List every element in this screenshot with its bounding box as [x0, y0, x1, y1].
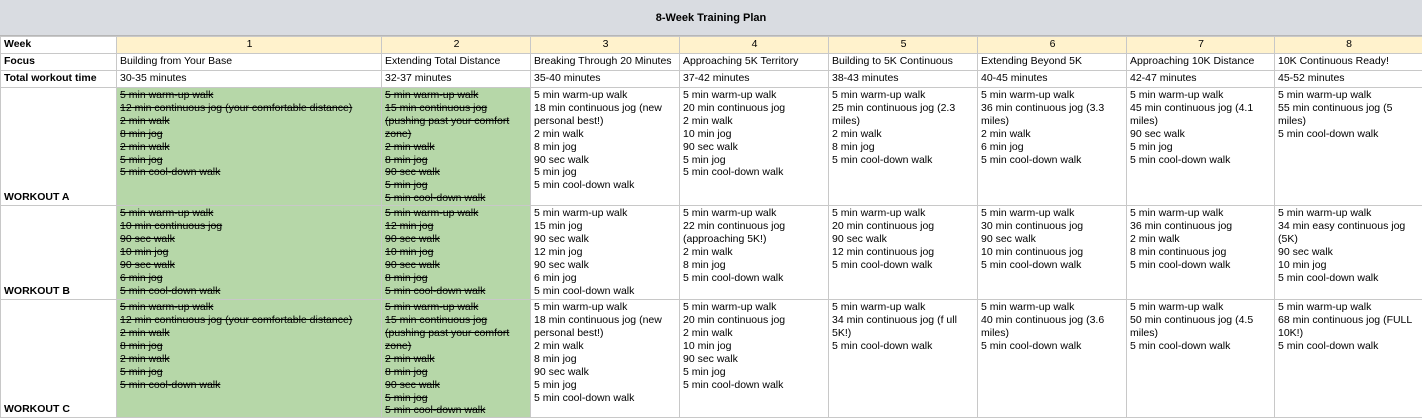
workout-step: 18 min continuous jog (new personal best!) [534, 101, 662, 127]
workout-step: 5 min cool-down walk [534, 391, 635, 404]
workout-step: 5 min cool-down walk [832, 258, 933, 271]
week-7-header[interactable]: 7 [1127, 37, 1275, 54]
workout-step: 5 min warm-up walk [981, 207, 1075, 220]
workout-step: 5 min cool-down walk [1278, 271, 1379, 284]
workout-step: 15 min continuous jog (pushing past your comfort zone) [385, 314, 510, 352]
workout-step: 5 min warm-up walk [1130, 89, 1224, 101]
workout-step: 6 min jog [120, 271, 163, 284]
workout-step: 90 sec walk [534, 232, 589, 245]
workout-step: 15 min jog [534, 220, 583, 233]
workout-step: 5 min cool-down walk [683, 378, 784, 391]
workout-step: 5 min warm-up walk [120, 89, 214, 101]
workout-step: 2 min walk [120, 114, 170, 127]
workout-step: 2 min walk [120, 326, 170, 339]
sheet-title[interactable]: 8-Week Training Plan [0, 0, 1422, 36]
week-1-time-cell[interactable]: 30-35 minutes [117, 71, 382, 88]
workout-step: 68 min continuous jog (FULL 10K!) [1278, 314, 1412, 339]
workout-step: 5 min cool-down walk [683, 271, 784, 284]
week-7-workout-a-cell[interactable] [1127, 88, 1275, 206]
week-6-workout-c-cell[interactable] [978, 300, 1127, 418]
workout-step: 2 min walk [385, 352, 435, 365]
workout-step: 5 min warm-up walk [1278, 301, 1372, 314]
workout-step: 5 min jog [534, 166, 577, 179]
workout-step: 5 min jog [683, 153, 726, 166]
row-label-time[interactable]: Total workout time [1, 71, 117, 88]
workout-step: 18 min continuous jog (new personal best!) [534, 314, 662, 339]
workout-step: 90 sec walk [683, 140, 738, 153]
week-8-workout-a-cell[interactable] [1275, 88, 1422, 206]
workout-step: 5 min cool-down walk [534, 284, 635, 297]
workout-step: 90 sec walk [534, 258, 589, 271]
workout-step: 8 min jog [832, 140, 875, 153]
week-6-header[interactable]: 6 [978, 37, 1127, 54]
workout-step: 10 min jog [385, 245, 434, 258]
row-label-workout-a[interactable]: WORKOUT A [1, 88, 117, 206]
workout-step: 12 min continuous jog (your comfortable distance) [120, 314, 353, 327]
workout-step: 10 min jog [120, 245, 169, 258]
row-label-week[interactable]: Week [1, 37, 117, 54]
week-1-workout-a-cell[interactable] [117, 88, 382, 206]
workout-step: 5 min jog [120, 153, 163, 166]
workout-step: 20 min continuous jog [683, 314, 786, 327]
workout-step: 10 min jog [683, 127, 732, 140]
workout-step: 5 min cool-down walk [1130, 258, 1231, 271]
week-5-workout-a-cell[interactable] [829, 88, 978, 206]
workout-step: 36 min continuous jog [1130, 220, 1233, 233]
workout-step: 5 min warm-up walk [1130, 301, 1224, 314]
week-2-workout-b-cell[interactable] [382, 206, 531, 300]
week-1-focus-cell[interactable]: Building from Your Base [117, 54, 382, 71]
workout-step: 8 min jog [120, 127, 163, 140]
workout-step: 50 min continuous jog (4.5 miles) [1130, 314, 1254, 339]
week-3-header[interactable]: 3 [531, 37, 680, 54]
week-2-header[interactable]: 2 [382, 37, 531, 54]
workout-step: 90 sec walk [534, 153, 589, 166]
workout-step: 20 min continuous jog [683, 101, 786, 114]
workout-step: 5 min cool-down walk [683, 166, 784, 179]
workout-step: 90 sec walk [120, 232, 175, 245]
workout-step: 2 min walk [534, 127, 584, 140]
workout-step: 5 min cool-down walk [120, 378, 221, 391]
workout-step: 25 min continuous jog (2.3 miles) [832, 101, 956, 127]
workout-step: 5 min warm-up walk [683, 207, 777, 220]
workout-step: 5 min warm-up walk [1130, 207, 1224, 220]
workout-step: 90 sec walk [683, 352, 738, 365]
workout-step: 2 min walk [981, 127, 1031, 140]
workout-step: 12 min continuous jog (your comfortable distance) [120, 101, 353, 114]
workout-c-row [1, 300, 1422, 418]
workout-step: 5 min warm-up walk [981, 301, 1075, 314]
week-3-workout-c-cell[interactable] [531, 300, 680, 418]
workout-step: 5 min warm-up walk [534, 89, 628, 101]
time-row [1, 71, 1422, 88]
workout-step: 5 min cool-down walk [832, 339, 933, 352]
workout-step: 5 min warm-up walk [534, 207, 628, 220]
workout-step: 5 min cool-down walk [981, 153, 1082, 166]
focus-row [1, 54, 1422, 71]
workout-step: 8 min continuous jog [1130, 245, 1227, 258]
workout-step: 5 min warm-up walk [683, 89, 777, 101]
workout-step: 5 min cool-down walk [1278, 339, 1379, 352]
workout-step: 5 min jog [534, 378, 577, 391]
workout-step: 40 min continuous jog (3.6 miles) [981, 314, 1105, 339]
workout-step: 12 min continuous jog [832, 245, 935, 258]
week-2-workout-a-cell[interactable] [382, 88, 531, 206]
workout-step: 20 min continuous jog [832, 220, 935, 233]
week-3-workout-b-cell[interactable] [531, 206, 680, 300]
week-4-time-cell[interactable]: 37-42 minutes [680, 71, 829, 88]
workout-step: 8 min jog [120, 339, 163, 352]
workout-step: 5 min warm-up walk [981, 89, 1075, 101]
workout-step: 5 min cool-down walk [120, 166, 221, 179]
week-1-header[interactable]: 1 [117, 37, 382, 54]
week-5-focus-cell[interactable]: Building to 5K Continuous [829, 54, 978, 71]
workout-step: 8 min jog [385, 271, 428, 284]
workout-step: 15 min continuous jog (pushing past your comfort zone) [385, 101, 510, 140]
week-4-focus-cell[interactable]: Approaching 5K Territory [680, 54, 829, 71]
week-5-workout-c-cell[interactable] [829, 300, 978, 418]
workout-step: 5 min cool-down walk [385, 404, 486, 417]
workout-step: 10 min continuous jog [981, 245, 1084, 258]
workout-step: 5 min cool-down walk [1130, 153, 1231, 166]
workout-step: 45 min continuous jog (4.1 miles) [1130, 101, 1254, 127]
workout-step: 2 min walk [683, 114, 733, 127]
workout-step: 5 min cool-down walk [1278, 127, 1379, 140]
week-3-time-cell[interactable]: 35-40 minutes [531, 71, 680, 88]
workout-step: 90 sec walk [385, 166, 440, 179]
week-5-time-cell[interactable]: 38-43 minutes [829, 71, 978, 88]
week-5-header[interactable]: 5 [829, 37, 978, 54]
workout-step: 5 min warm-up walk [385, 301, 479, 314]
week-3-workout-a-cell[interactable] [531, 88, 680, 206]
workout-step: 5 min warm-up walk [385, 207, 479, 220]
week-6-workout-b-cell[interactable] [978, 206, 1127, 300]
workout-step: 5 min cool-down walk [120, 284, 221, 297]
workout-a-row [1, 88, 1422, 206]
workout-step: 22 min continuous jog (approaching 5K!) [683, 220, 786, 245]
workout-step: 5 min cool-down walk [981, 258, 1082, 271]
workout-step: 8 min jog [683, 258, 726, 271]
week-5-workout-b-cell[interactable] [829, 206, 978, 300]
week-6-time-cell[interactable]: 40-45 minutes [978, 71, 1127, 88]
workout-step: 5 min cool-down walk [832, 153, 933, 166]
workout-step: 5 min warm-up walk [534, 301, 628, 314]
row-label-focus[interactable]: Focus [1, 54, 117, 71]
week-4-workout-b-cell[interactable] [680, 206, 829, 300]
workout-step: 36 min continuous jog (3.3 miles) [981, 101, 1105, 127]
workout-step: 5 min warm-up walk [120, 301, 214, 314]
workout-step: 2 min walk [534, 339, 584, 352]
week-8-focus-cell[interactable]: 10K Continuous Ready! [1275, 54, 1422, 71]
week-7-workout-c-cell[interactable] [1127, 300, 1275, 418]
workout-step: 10 min jog [683, 339, 732, 352]
workout-step: 10 min jog [1278, 258, 1327, 271]
workout-step: 55 min continuous jog (5 miles) [1278, 101, 1393, 127]
workout-step: 5 min jog [120, 365, 163, 378]
week-8-workout-b-cell[interactable] [1275, 206, 1422, 300]
workout-step: 5 min jog [1130, 140, 1173, 153]
workout-step: 2 min walk [120, 140, 170, 153]
week-6-workout-a-cell[interactable] [978, 88, 1127, 206]
workout-b-row [1, 206, 1422, 300]
workout-step: 5 min warm-up walk [120, 207, 214, 220]
week-2-time-cell[interactable]: 32-37 minutes [382, 71, 531, 88]
week-7-time-cell[interactable]: 42-47 minutes [1127, 71, 1275, 88]
workout-step: 2 min walk [832, 127, 882, 140]
workout-step: 5 min cool-down walk [385, 192, 486, 205]
workout-step: 12 min jog [534, 245, 583, 258]
week-4-header[interactable]: 4 [680, 37, 829, 54]
workout-step: 90 sec walk [832, 232, 887, 245]
workout-step: 90 sec walk [120, 258, 175, 271]
week-1-workout-c-cell[interactable] [117, 300, 382, 418]
workout-step: 5 min jog [385, 391, 428, 404]
workout-step: 90 sec walk [385, 378, 440, 391]
workout-step: 5 min warm-up walk [832, 89, 926, 101]
workout-step: 90 sec walk [1130, 127, 1185, 140]
workout-step: 5 min cool-down walk [534, 179, 635, 192]
week-4-workout-a-cell[interactable] [680, 88, 829, 206]
workout-step: 8 min jog [385, 365, 428, 378]
row-label-workout-b[interactable]: WORKOUT B [1, 206, 117, 300]
workout-step: 8 min jog [534, 352, 577, 365]
week-8-time-cell[interactable]: 45-52 minutes [1275, 71, 1422, 88]
workout-step: 5 min warm-up walk [1278, 207, 1372, 220]
workout-step: 5 min warm-up walk [683, 301, 777, 314]
week-2-workout-c-cell[interactable] [382, 300, 531, 418]
workout-step: 5 min cool-down walk [981, 339, 1082, 352]
workout-step: 2 min walk [385, 140, 435, 153]
workout-step: 8 min jog [534, 140, 577, 153]
week-4-workout-c-cell[interactable] [680, 300, 829, 418]
workout-step: 8 min jog [385, 153, 428, 166]
workout-step: 5 min jog [385, 179, 428, 192]
row-label-workout-c[interactable]: WORKOUT C [1, 300, 117, 418]
week-7-focus-cell[interactable]: Approaching 10K Distance [1127, 54, 1275, 71]
workout-step: 5 min warm-up walk [832, 207, 926, 220]
week-8-header[interactable]: 8 [1275, 37, 1422, 54]
workout-step: 6 min jog [981, 140, 1024, 153]
workout-step: 5 min jog [683, 365, 726, 378]
week-row [1, 37, 1422, 54]
week-6-focus-cell[interactable]: Extending Beyond 5K [978, 54, 1127, 71]
week-2-focus-cell[interactable]: Extending Total Distance [382, 54, 531, 71]
workout-step: 2 min walk [683, 326, 733, 339]
workout-step: 5 min warm-up walk [385, 89, 479, 101]
workout-step: 90 sec walk [981, 232, 1036, 245]
workout-step: 90 sec walk [1278, 245, 1333, 258]
training-plan-table [0, 36, 1422, 418]
week-7-workout-b-cell[interactable] [1127, 206, 1275, 300]
workout-step: 10 min continuous jog [120, 220, 223, 233]
workout-step: 12 min jog [385, 220, 434, 233]
workout-step: 2 min walk [1130, 232, 1180, 245]
week-8-workout-c-cell[interactable] [1275, 300, 1422, 418]
workout-step: 90 sec walk [385, 258, 440, 271]
workout-step: 5 min cool-down walk [1130, 339, 1231, 352]
workout-step: 5 min warm-up walk [1278, 89, 1372, 101]
workout-step: 90 sec walk [534, 365, 589, 378]
week-3-focus-cell[interactable]: Breaking Through 20 Minutes [531, 54, 680, 71]
week-1-workout-b-cell[interactable] [117, 206, 382, 300]
workout-step: 90 sec walk [385, 232, 440, 245]
workout-step: 2 min walk [683, 245, 733, 258]
workout-step: 5 min cool-down walk [385, 284, 486, 297]
workout-step: 34 min continuous jog (f ull 5K!) [832, 314, 957, 339]
workout-step: 34 min easy continuous jog (5K) [1278, 220, 1406, 245]
workout-step: 6 min jog [534, 271, 577, 284]
workout-step: 30 min continuous jog [981, 220, 1084, 233]
workout-step: 5 min warm-up walk [832, 301, 926, 314]
workout-step: 2 min walk [120, 352, 170, 365]
